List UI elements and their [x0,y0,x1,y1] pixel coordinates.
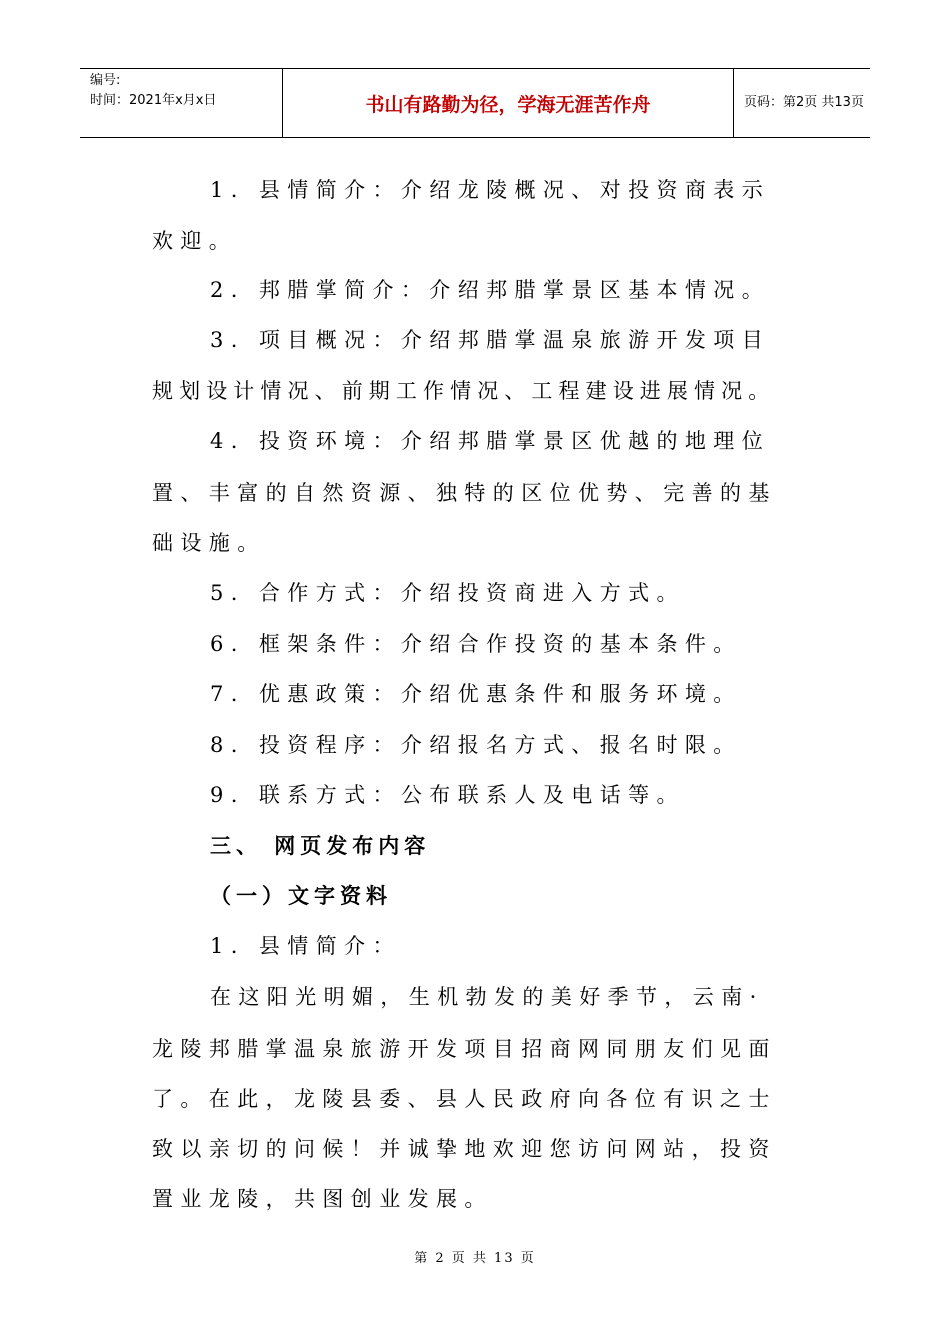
body-line: 置、丰富的自然资源、独特的区位优势、完善的基 [152,481,777,505]
header-motto: 书山有路勤为径，学海无涯苦作舟 [365,94,651,116]
body-line: 致以亲切的问候！并诚挚地欢迎您访问网站，投资 [152,1137,777,1161]
body-line: 规划设计情况、前期工作情况、工程建设进展情况。 [152,379,776,403]
body-line: 4. 投资环境：介绍邦腊掌景区优越的地理位 [210,429,771,453]
body-line: 8. 投资程序：介绍报名方式、报名时限。 [210,733,742,757]
body-line: 1. 县情简介： [210,934,401,958]
subsection-heading: （一）文字资料 [210,883,392,908]
page-header [80,68,870,138]
body-line: 在这阳光明媚，生机勃发的美好季节，云南· [210,985,764,1009]
body-line: 5. 合作方式：介绍投资商进入方式。 [210,581,685,605]
body-line: 3. 项目概况：介绍邦腊掌温泉旅游开发项目 [210,328,771,352]
header-page-info: 页码：第2页 共13页 [744,95,864,110]
body-line: 欢迎。 [152,229,238,253]
body-line: 龙陵邦腊掌温泉旅游开发项目招商网同朋友们见面 [152,1037,777,1061]
body-line: 置业龙陵，共图创业发展。 [152,1187,493,1211]
header-meta [80,69,282,137]
header-motto-cell [282,69,734,137]
doc-time-label: 时间：2021年x月x日 [90,93,217,108]
body-line: 了。在此，龙陵县委、县人民政府向各位有识之士 [152,1087,777,1111]
section-heading: 三、 网页发布内容 [210,833,431,858]
header-page-cell [734,69,870,137]
body-line: 1. 县情简介：介绍龙陵概况、对投资商表示 [210,178,771,202]
doc-number-label: 编号: [90,73,121,88]
body-line: 2. 邦腊掌简介：介绍邦腊掌景区基本情况。 [210,278,771,302]
body-line: 9. 联系方式：公布联系人及电话等。 [210,783,685,807]
body-line: 7. 优惠政策：介绍优惠条件和服务环境。 [210,682,742,706]
page-footer: 第 2 页 共 13 页 [414,1251,536,1266]
body-line: 6. 框架条件：介绍合作投资的基本条件。 [210,632,742,656]
body-line: 础设施。 [152,531,266,555]
